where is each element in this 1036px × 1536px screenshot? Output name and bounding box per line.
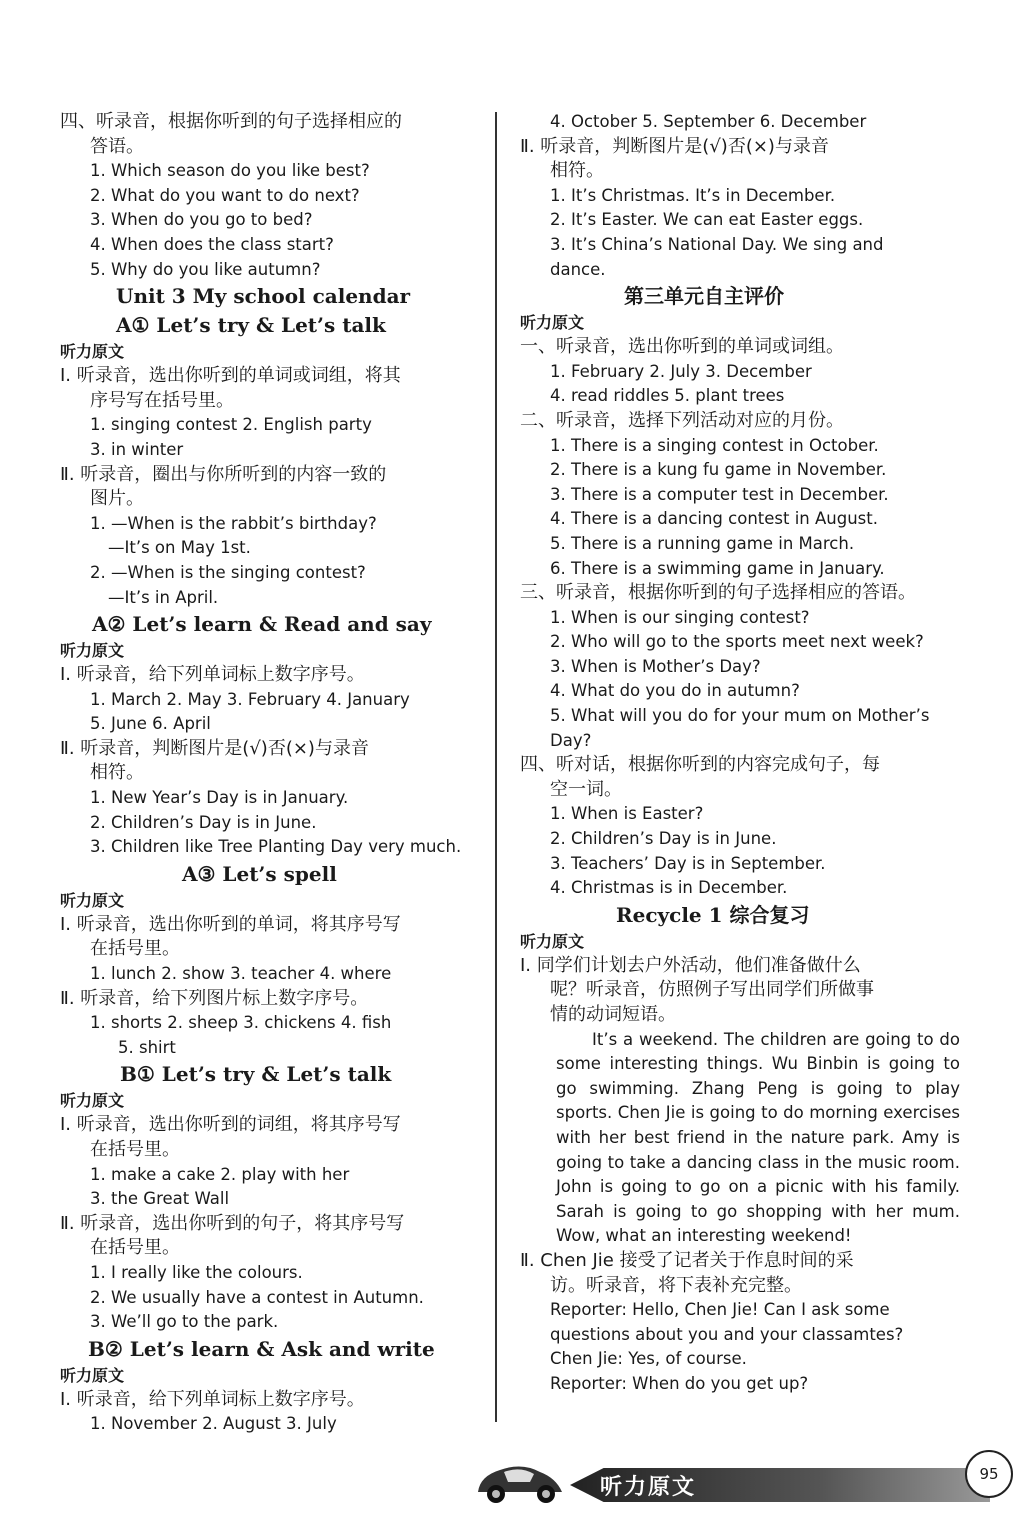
text-line: questions about you and your classamtes? [550,1324,904,1344]
text-line: Ⅰ. 听录音，给下列单词标上数字序号。 [60,1388,365,1410]
car-icon [470,1458,570,1506]
text-line: 5. There is a running game in March. [550,533,855,553]
text-line: 一、听录音，选出你听到的单词或词组。 [520,336,844,358]
section-label: 听力原文 [60,890,125,910]
text-line: Ⅰ. 听录音，选出你听到的词组，将其序号写 [60,1114,401,1136]
text-line: Ⅱ. 听录音，判断图片是(√)否(×)与录音 [60,737,369,759]
text-line: 1. November 2. August 3. July [90,1414,337,1434]
text-line: 空一词。 [550,778,622,800]
section-heading: 第三单元自主评价 [624,284,784,309]
text-line: 1. singing contest 2. English party [90,415,372,435]
text-line: 在括号里。 [90,1139,180,1160]
page-number: 95 [965,1450,1013,1498]
text-line: 1. When is Easter? [550,804,704,824]
text-line: 3. When is Mother’s Day? [550,656,761,676]
text-line: 呢？听录音，仿照例子写出同学们所做事 [550,979,874,1001]
text-line: 4. When does the class start? [90,234,334,254]
text-line: 2. —When is the singing contest? [90,562,366,582]
text-line: 序号写在括号里。 [90,389,234,411]
text-line: 2. What do you want to do next? [90,185,360,205]
section-heading: Unit 3 My school calendar [116,284,411,309]
section-heading: Recycle 1 综合复习 [616,902,810,927]
page-footer [450,1450,1036,1536]
text-line: 4. What do you do in autumn? [550,681,800,701]
text-line: Ⅰ. 听录音，选出你听到的单词，将其序号写 [60,913,401,935]
text-line: 1. March 2. May 3. February 4. January [90,689,410,709]
text-line: 1. Which season do you like best? [90,161,370,181]
text-line: Ⅰ. 听录音，给下列单词标上数字序号。 [60,664,365,686]
text-line: Ⅱ. 听录音，圈出与你所听到的内容一致的 [60,463,387,485]
text-line: 3. Children like Tree Planting Day very much. [90,837,462,857]
footer-banner-text: 听力原文 [600,1475,697,1500]
text-line: 1. shorts 2. sheep 3. chickens 4. fish [90,1013,392,1033]
text-line: 5. June 6. April [90,714,211,734]
section-label: 听力原文 [60,1365,125,1385]
text-line: 图片。 [90,488,144,510]
text-line: 三、听录音，根据你听到的句子选择相应的答语。 [520,582,916,604]
text-line: 1. It’s Christmas. It’s in December. [550,185,836,205]
text-line: Ⅱ. 听录音，判断图片是(√)否(×)与录音 [520,135,829,157]
text-line: 访。听录音，将下表补充完整。 [550,1274,802,1296]
text-line: 四、听录音，根据你听到的句子选择相应的 [60,111,402,132]
text-line: 2. It’s Easter. We can eat Easter eggs. [550,210,864,230]
text-line: 3. We’ll go to the park. [90,1312,279,1332]
text-line: It’s a weekend. The children are going to do some interesting things. Wu Binbin is going to go swimming. Zhang Peng is going to play sports. Chen Jie is going to do morning exercises with her best friend in the nature park. Amy is going to take a dancing class in the music room. John is going to go on a picnic with his family. Sarah is going to go shopping with her mum. Wow, what an interesting weekend! [556,1029,960,1246]
text-line: —It’s in April. [108,587,219,607]
text-line: 2. Children’s Day is in June. [550,829,777,849]
right-column [520,110,960,1397]
left-column [60,110,480,1437]
text-line: 四、听对话，根据你听到的内容完成句子，每 [520,754,880,776]
text-line: dance. [550,259,606,279]
text-line: 二、听录音，选择下列活动对应的月份。 [520,409,844,431]
text-line: 1. lunch 2. show 3. teacher 4. where [90,964,392,984]
text-line: Ⅱ. Chen Jie 接受了记者关于作息时间的采 [520,1249,854,1271]
text-line: 相符。 [90,762,144,784]
text-line: 1. When is our singing contest? [550,607,810,627]
text-line: 2. Who will go to the sports meet next week? [550,632,924,652]
text-line: 3. When do you go to bed? [90,210,313,230]
text-line: 1. There is a singing contest in October. [550,435,879,455]
text-line: Reporter: When do you get up? [550,1373,809,1393]
text-line: —It’s on May 1st. [108,538,251,558]
text-line: 3. It’s China’s National Day. We sing and [550,234,884,254]
text-line: 在括号里。 [90,1237,180,1259]
text-line: 1. I really like the colours. [90,1262,303,1282]
text-line: 6. There is a swimming game in January. [550,558,885,578]
text-line: 1. —When is the rabbit’s birthday? [90,513,377,533]
section-heading: B② Let’s learn & Ask and write [88,1336,435,1361]
text-line: 1. make a cake 2. play with her [90,1164,350,1184]
text-line: 5. Why do you like autumn? [90,259,321,279]
text-line: Ⅰ. 同学们计划去户外活动，他们准备做什么 [520,954,861,976]
text-line: 情的动词短语。 [550,1004,676,1025]
text-line: 2. Children’s Day is in June. [90,812,317,832]
text-line: Ⅰ. 听录音，选出你听到的单词或词组，将其 [60,365,401,387]
text-line: 相符。 [550,160,604,182]
text-line: 2. We usually have a contest in Autumn. [90,1287,424,1307]
text-line: 4. read riddles 5. plant trees [550,386,785,406]
section-label: 听力原文 [60,1091,125,1111]
text-line: Chen Jie: Yes, of course. [550,1349,747,1369]
text-line: 5. shirt [118,1037,176,1057]
text-line: 在括号里。 [90,938,180,960]
text-line: 1. New Year’s Day is in January. [90,788,349,808]
section-label: 听力原文 [520,931,585,951]
text-line: 3. the Great Wall [90,1189,230,1209]
section-label: 听力原文 [60,342,125,362]
text-line: Day? [550,730,592,750]
section-label: 听力原文 [520,313,585,333]
text-line: 4. There is a dancing contest in August. [550,509,878,529]
section-heading: A③ Let’s spell [182,861,337,886]
text-line: Ⅱ. 听录音，选出你听到的句子，将其序号写 [60,1212,405,1234]
text-line: 4. October 5. September 6. December [550,112,867,131]
text-line: 5. What will you do for your mum on Mother’s [550,706,930,726]
text-line: 3. Teachers’ Day is in September. [550,853,826,873]
text-line: Ⅱ. 听录音，给下列图片标上数字序号。 [60,987,369,1009]
section-heading: A② Let’s learn & Read and say [92,612,432,637]
section-heading: B① Let’s try & Let’s talk [120,1062,392,1087]
text-line: 3. in winter [90,439,184,459]
text-line: 4. Christmas is in December. [550,878,788,898]
text-line: 3. There is a computer test in December. [550,484,889,504]
text-line: 2. There is a kung fu game in November. [550,460,887,480]
text-line: 1. February 2. July 3. December [550,361,812,381]
text-line: 答语。 [90,135,144,157]
section-heading: A① Let’s try & Let’s talk [116,313,386,338]
section-label: 听力原文 [60,641,125,661]
column-divider [495,112,497,1422]
text-line: Reporter: Hello, Chen Jie! Can I ask some [550,1300,890,1320]
